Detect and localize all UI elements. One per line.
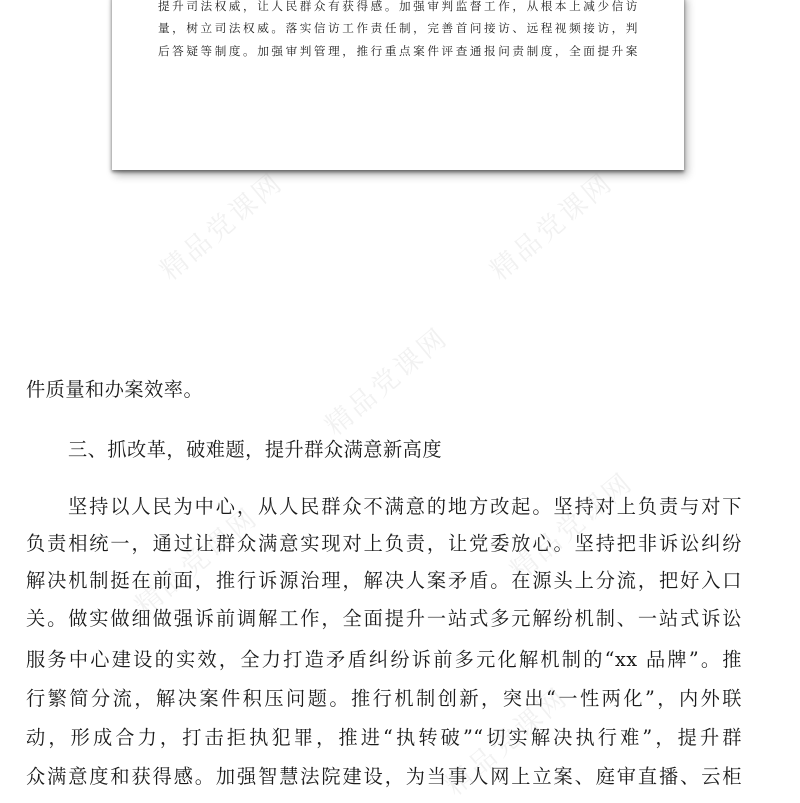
watermark-text: 精品党课网 [319,321,455,442]
paragraph-line: 动，形成合力，打击拒执犯罪，推进“执转破”“切实解决执行难”，提升群 [26,726,742,749]
paragraph-line: 行繁简分流，解决案件积压问题。推行机制创新，突出“一性两化”，内外联 [26,687,742,710]
watermark-text: 精品党课网 [154,166,290,287]
paragraph-line: 负责相统一，通过让群众满意实现对上负责，让党委放心。坚持把非诉讼纠纷 [26,532,742,555]
watermark-text: 精品党课网 [439,681,575,802]
watermark-text: 精品党课网 [484,166,620,287]
watermark-text: 精品党课网 [129,501,265,622]
paragraph-line: 坚持以人民为中心，从人民群众不满意的地方改起。坚持对上负责与对下 [68,495,742,518]
paragraph-line: 服务中心建设的实效，全力打造矛盾纠纷诉前多元化解机制的“xx 品牌”。推 [26,648,742,671]
paragraph-line: 关。做实做细做强诉前调解工作，全面提升一站式多元解纷机制、一站式诉讼 [26,607,742,630]
paragraph-line: 众满意度和获得感。加强智慧法院建设，为当事人网上立案、庭审直播、云柜 [26,765,742,788]
preview-text-line: 量，树立司法权威。落实信访工作责任制，完善首问接访、远程视频接访，判 [158,21,638,35]
paragraph-line: 解决机制挺在前面，推行诉源治理，解决人案矛盾。在源头上分流，把好入口 [26,569,742,592]
continuation-line: 件质量和办案效率。 [26,378,204,401]
section-heading: 三、抓改革，破难题，提升群众满意新高度 [68,438,443,461]
preview-text-line: 提升司法权威，让人民群众有获得感。加强审判监督工作，从根本上减少信访 [158,0,638,13]
document-preview-card [112,0,684,170]
preview-text-line: 后答疑等制度。加强审判管理，推行重点案件评查通报问责制度，全面提升案 [158,44,638,58]
watermark-text: 精品党课网 [504,466,640,587]
